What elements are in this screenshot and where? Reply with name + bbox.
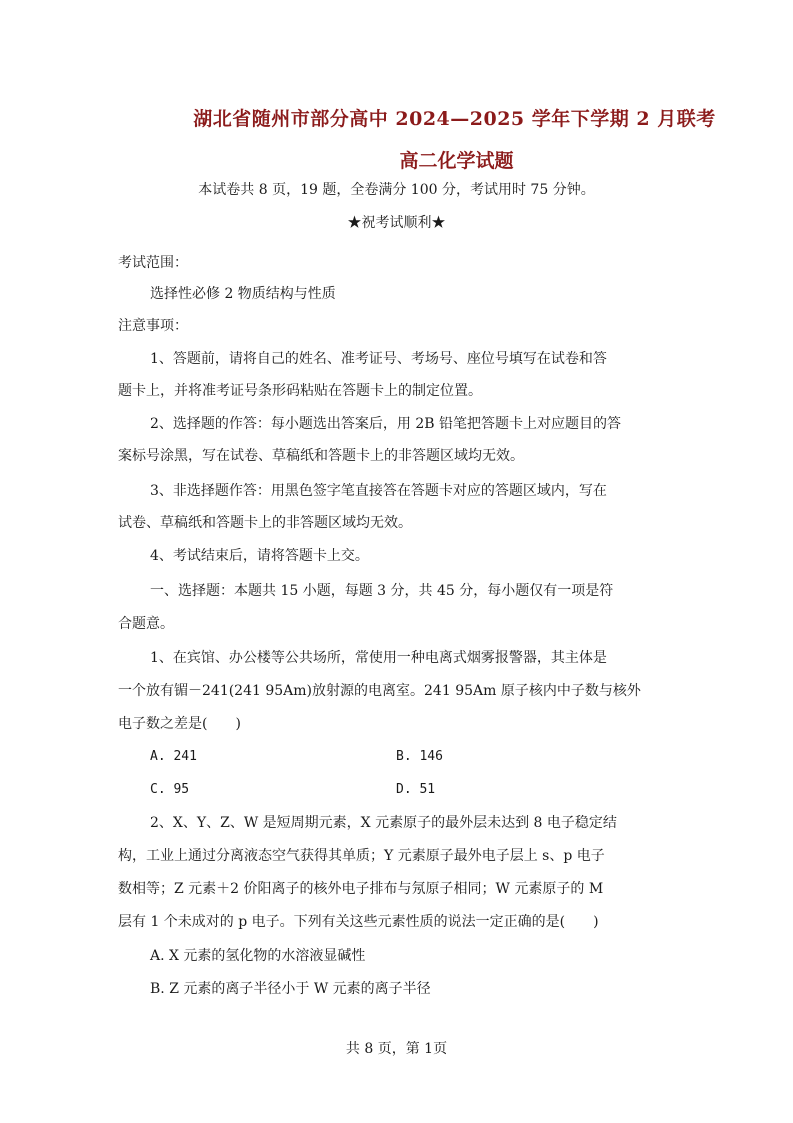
note-line: 4、考试结束后，请将答题卡上交。 bbox=[150, 548, 369, 564]
question-2-stem: 构，工业上通过分离液态空气获得其单质；Y 元素原子最外电子层上 s、p 电子 bbox=[118, 848, 605, 864]
exam-title: 湖北省随州市部分高中 2024—2025 学年下学期 2 月联考 bbox=[193, 108, 716, 130]
page-footer: 共 8 页，第 1页 bbox=[345, 1041, 448, 1057]
note-line: 题卡上，并将准考证号条形码粘贴在答题卡上的制定位置。 bbox=[118, 383, 482, 399]
exam-subtitle: 高二化学试题 bbox=[399, 150, 514, 172]
question-1-stem: 1、在宾馆、办公楼等公共场所，常使用一种电离式烟雾报警器，其主体是 bbox=[150, 650, 607, 666]
note-line: 3、非选择题作答：用黑色签字笔直接答在答题卡对应的答题区域内，写在 bbox=[150, 483, 607, 499]
note-line: 试卷、草稿纸和答题卡上的非答题区域均无效。 bbox=[118, 515, 412, 531]
exam-wish: ★祝考试顺利★ bbox=[347, 215, 446, 231]
question-2-option-b: B. Z 元素的离子半径小于 W 元素的离子半径 bbox=[150, 981, 431, 997]
question-1-stem: 电子数之差是( ) bbox=[118, 716, 241, 732]
note-line: 1、答题前，请将自己的姓名、准考证号、考场号、座位号填写在试卷和答 bbox=[150, 351, 607, 367]
question-1-option-a: A. 241 bbox=[150, 749, 197, 764]
question-2-stem: 2、X、Y、Z、W 是短周期元素，X 元素原子的最外层未达到 8 电子稳定结 bbox=[150, 815, 617, 831]
exam-info: 本试卷共 8 页，19 题，全卷满分 100 分，考试用时 75 分钟。 bbox=[198, 182, 595, 198]
question-2-stem: 层有 1 个未成对的 p 电子。下列有关这些元素性质的说法一定正确的是( ) bbox=[118, 914, 599, 930]
note-line: 案标号涂黑，写在试卷、草稿纸和答题卡上的非答题区域均无效。 bbox=[118, 448, 524, 464]
question-2-stem: 数相等；Z 元素＋2 价阳离子的核外电子排布与氖原子相同；W 元素原子的 M bbox=[118, 881, 604, 897]
question-1-option-d: D. 51 bbox=[396, 782, 436, 797]
question-1-option-c: C. 95 bbox=[150, 782, 190, 797]
section-heading: 一、选择题：本题共 15 小题，每题 3 分，共 45 分，每小题仅有一项是符 bbox=[150, 583, 614, 599]
scope-label: 考试范围： bbox=[118, 255, 188, 271]
section-heading: 合题意。 bbox=[118, 616, 174, 632]
notes-label: 注意事项： bbox=[118, 318, 188, 334]
question-1-stem: 一个放有镅－241(241 95Am)放射源的电离室。241 95Am 原子核内中子数与核外 bbox=[118, 683, 641, 699]
question-1-option-b: B. 146 bbox=[396, 749, 443, 764]
scope-content: 选择性必修 2 物质结构与性质 bbox=[150, 286, 336, 302]
note-line: 2、选择题的作答：每小题选出答案后，用 2B 铅笔把答题卡上对应题目的答 bbox=[150, 416, 622, 432]
question-2-option-a: A. X 元素的氢化物的水溶液显碱性 bbox=[150, 948, 366, 964]
